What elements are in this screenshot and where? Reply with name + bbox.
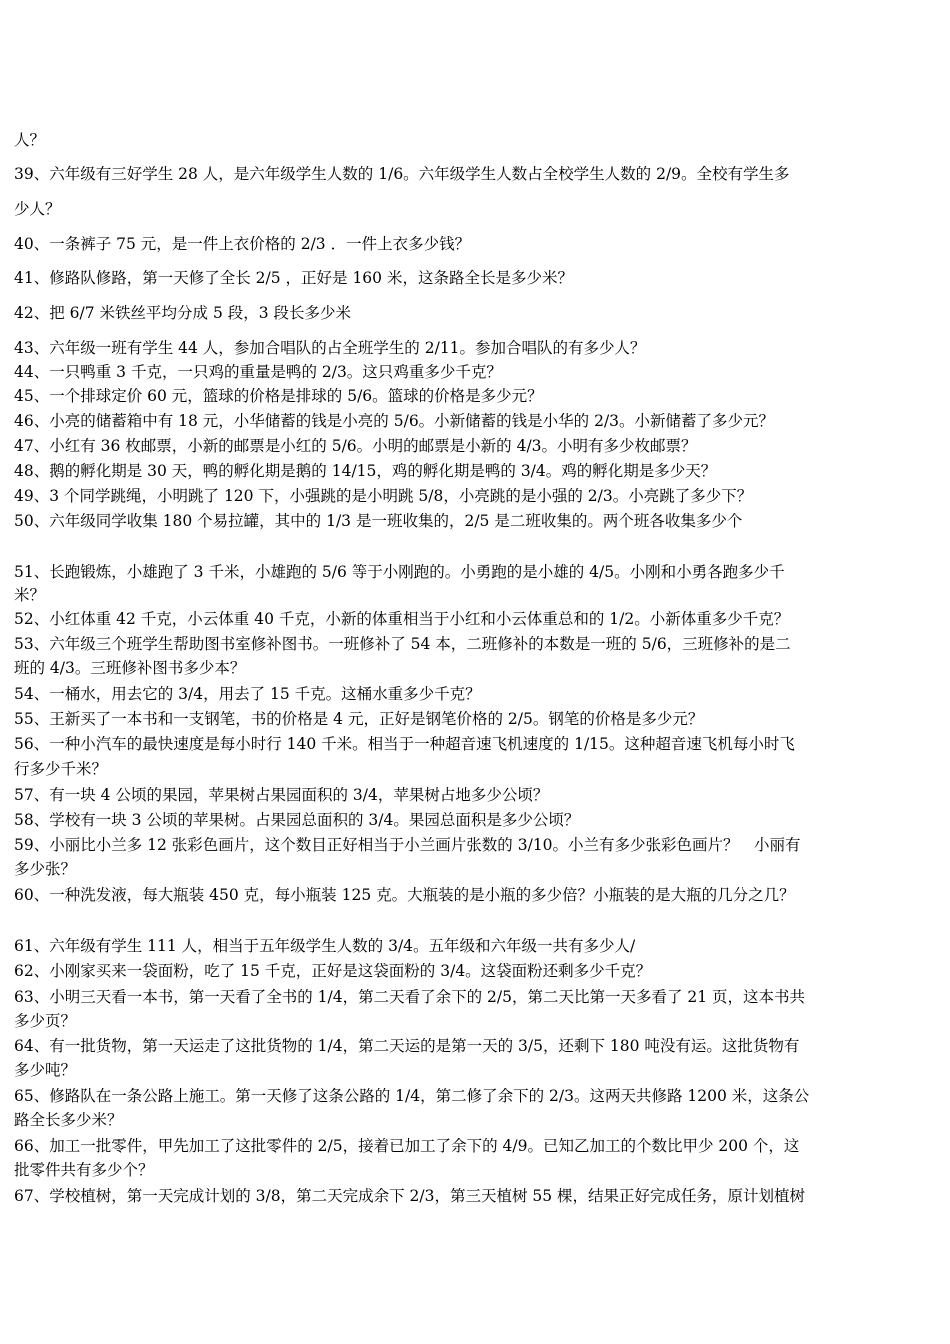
text-line: 42、把 6/7 米铁丝平均分成 5 段，3 段长多少米 [14,304,352,322]
text-line: 46、小亮的储蓄箱中有 18 元，小华储蓄的钱是小亮的 5/6。小新储蓄的钱是小华的 2/3。小新储蓄了多少元？ [14,412,775,430]
text-line: 47、小红有 36 枚邮票，小新的邮票是小红的 5/6。小明的邮票是小新的 4/3。小明有多少枚邮票？ [14,437,697,455]
text-line: 55、王新买了一本书和一支钢笔，书的价格是 4 元，正好是钢笔价格的 2/5。钢笔的价格是多少元？ [14,710,704,728]
text-line: 米？ [14,586,46,604]
text-line: 64、有一批货物，第一天运走了这批货物的 1/4，第二天运的是第一天的 3/5，还剩下 180 吨没有运。这批货物有 [14,1037,800,1055]
text-line: 49、3 个同学跳绳，小明跳了 120 下，小强跳的是小明跳 5/8，小亮跳的是小强的 2/3。小亮跳了多少下？ [14,487,753,505]
text-line: 43、六年级一班有学生 44 人，参加合唱队的占全班学生的 2/11。参加合唱队的有多少人？ [14,339,646,357]
text-line: 行多少千米？ [14,760,108,778]
text-line: 人？ [14,131,46,149]
text-line: 路全长多少米？ [14,1111,123,1129]
text-line: 45、一个排球定价 60 元，篮球的价格是排球的 5/6。篮球的价格是多少元？ [14,387,543,405]
text-line: 多少吨？ [14,1061,77,1079]
text-line: 59、小丽比小兰多 12 张彩色画片，这个数目正好相当于小兰画片张数的 3/10。小兰有多少张彩色画片？ 小丽有 [14,836,801,854]
text-line: 54、一桶水，用去它的 3/4，用去了 15 千克。这桶水重多少千克？ [14,685,481,703]
text-line: 52、小红体重 42 千克，小云体重 40 千克，小新的体重相当于小红和小云体重总和的 1/2。小新体重多少千克？ [14,610,790,628]
text-line: 41、修路队修路，第一天修了全长 2/5 ，正好是 160 米，这条路全长是多少米？ [14,269,573,287]
text-line: 批零件共有多少个？ [14,1161,154,1179]
text-line: 50、六年级同学收集 180 个易拉罐，其中的 1/3 是一班收集的，2/5 是二班收集的。两个班各收集多少个 [14,512,743,530]
text-line: 62、小刚家买来一袋面粉，吃了 15 千克，正好是这袋面粉的 3/4。这袋面粉还剩多少千克？ [14,962,652,980]
text-line: 57、有一块 4 公顷的果园，苹果树占果园面积的 3/4，苹果树占地多少公顷？ [14,786,549,804]
text-line: 39、六年级有三好学生 28 人，是六年级学生人数的 1/6。六年级学生人数占全校学生人数的 2/9。全校有学生多 [14,165,790,183]
text-line: 67、学校植树，第一天完成计划的 3/8，第二天完成余下 2/3，第三天植树 55 棵，结果正好完成任务，原计划植树 [14,1187,806,1205]
text-line: 51、长跑锻炼，小雄跑了 3 千米，小雄跑的 5/6 等于小刚跑的。小勇跑的是小雄的 4/5。小刚和小勇各跑多少千 [14,563,785,581]
text-line: 少人？ [14,200,61,218]
text-line: 66、加工一批零件，甲先加工了这批零件的 2/5，接着已加工了余下的 4/9。已知乙加工的个数比甲少 200 个，这 [14,1137,800,1155]
text-line: 58、学校有一块 3 公顷的苹果树。占果园总面积的 3/4。果园总面积是多少公顷？ [14,811,580,829]
text-line: 多少页？ [14,1012,77,1030]
text-line: 班的 4/3。三班修补图书多少本？ [14,659,246,677]
text-line: 61、六年级有学生 111 人，相当于五年级学生人数的 3/4。五年级和六年级一共有多少人/ [14,937,636,955]
text-line: 65、修路队在一条公路上施工。第一天修了这条公路的 1/4，第二修了余下的 2/3。这两天共修路 1200 米，这条公 [14,1087,810,1105]
text-line: 60、一种洗发液，每大瓶装 450 克，每小瓶装 125 克。大瓶装的是小瓶的多少倍？小瓶装的是大瓶的几分之几？ [14,886,795,904]
text-line: 56、一种小汽车的最快速度是每小时行 140 千米。相当于一种超音速飞机速度的 1/15。这种超音速飞机每小时飞 [14,735,795,753]
text-line: 44、一只鸭重 3 千克，一只鸡的重量是鸭的 2/3。这只鸡重多少千克？ [14,363,502,381]
text-line: 40、一条裤子 75 元，是一件上衣价格的 2/3 ．一件上衣多少钱？ [14,235,471,253]
text-line: 多少张？ [14,860,77,878]
text-line: 63、小明三天看一本书，第一天看了全书的 1/4，第二天看了余下的 2/5，第二天比第一天多看了 21 页，这本书共 [14,988,806,1006]
text-line: 53、六年级三个班学生帮助图书室修补图书。一班修补了 54 本，二班修补的本数是一班的 5/6，三班修补的是二 [14,635,791,653]
text-line: 48、鹅的孵化期是 30 天，鸭的孵化期是鹅的 14/15，鸡的孵化期是鸭的 3/4。鸡的孵化期是多少天？ [14,462,717,480]
